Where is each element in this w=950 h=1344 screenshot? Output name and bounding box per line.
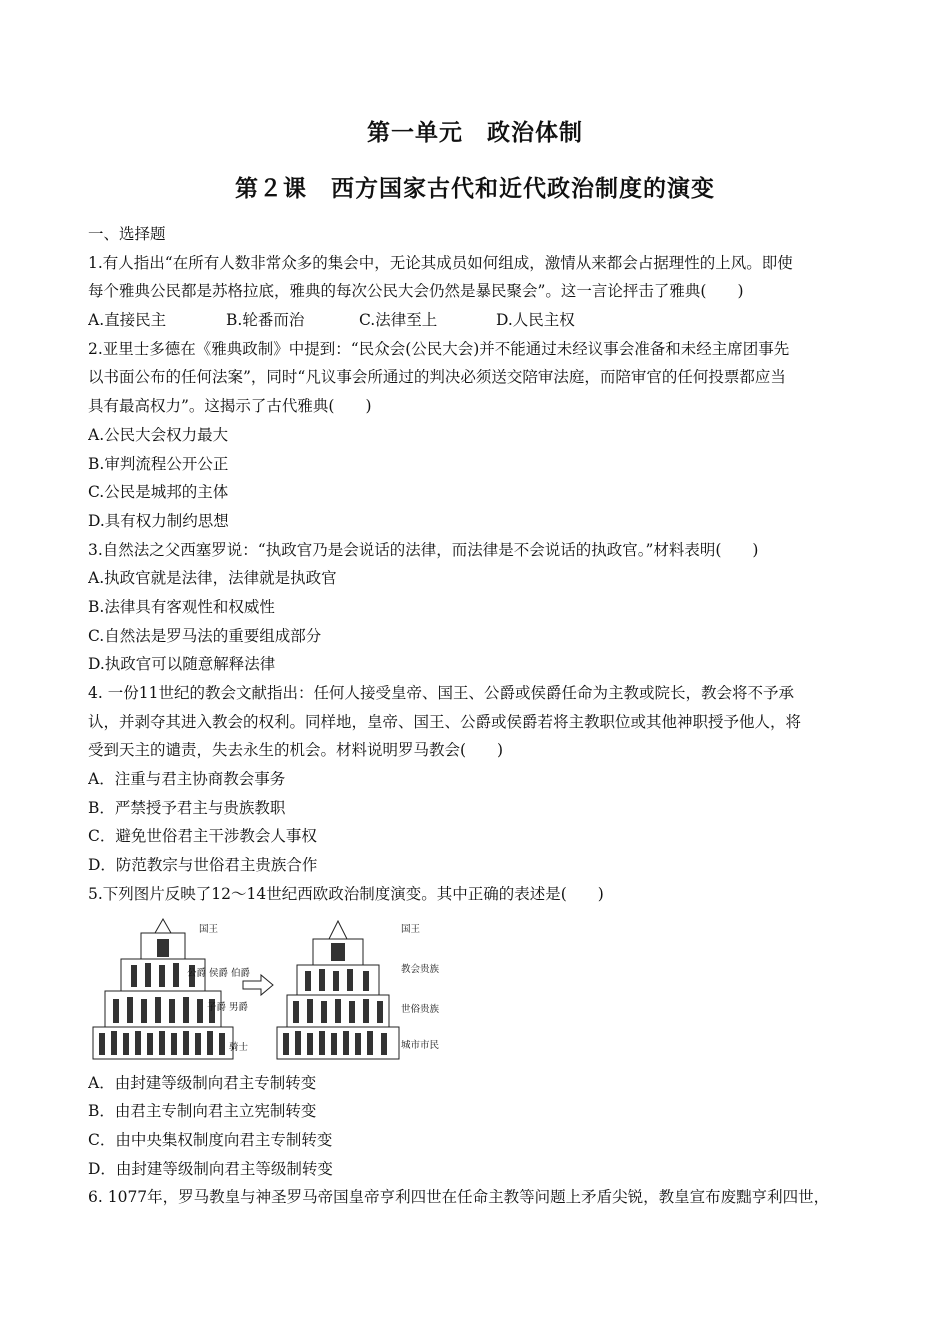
option-d: D．由封建等级制向君主等级制转变: [88, 1159, 333, 1178]
right-label-king: 国王: [401, 923, 421, 935]
question-6: [88, 1183, 878, 1212]
question-list: [88, 220, 878, 1212]
question-5: [88, 880, 878, 1183]
left-label-knights: 骑士: [229, 1041, 249, 1053]
option-b: B．由君主专制向君主立宪制转变: [88, 1102, 317, 1121]
question-2: [88, 335, 878, 536]
option-d: D.执政官可以随意解释法律: [88, 655, 276, 674]
unit-title: 第一单元 政治体制: [367, 120, 583, 146]
option-b: B.审判流程公开公正: [88, 454, 229, 473]
question-stem-line: 受到天主的谴责，失去永生的机会。材料说明罗马教会( ): [88, 741, 504, 760]
option-c: C．由中央集权制度向君主专制转变: [88, 1130, 333, 1149]
left-figures: [99, 939, 225, 1055]
question-1: [88, 249, 878, 335]
hierarchy-figure: [91, 915, 451, 1063]
option-b: B.轮番而治: [226, 311, 305, 330]
option-b: B.法律具有客观性和权威性: [88, 597, 275, 616]
right-figures: [283, 943, 387, 1055]
pyramid-illustration: [91, 915, 451, 1063]
question-stem-line: 具有最高权力”。这揭示了古代雅典( ): [88, 397, 372, 416]
question-stem-line: 以书面公布的任何法案”，同时“凡议事会所通过的判决必须送交陪审法庭，而陪审官的任何投票都应当: [88, 368, 786, 387]
question-stem-line: 5.下列图片反映了12～14世纪西欧政治制度演变。其中正确的表述是( ): [88, 884, 604, 903]
left-label-king: 国王: [199, 923, 219, 935]
question-stem-line: 6. 1077年，罗马教皇与神圣罗马帝国皇帝亨利四世在任命主教等问题上矛盾尖锐，教皇宣布废黜亨利四世，: [88, 1188, 830, 1207]
section-label: 一、选择题: [88, 225, 166, 243]
option-b: B．严禁授予君主与贵族教职: [88, 798, 286, 817]
question-stem-line: 1.有人指出“在所有人数非常众多的集会中，无论其成员如何组成，激情从来都会占据理性的上风。即使: [88, 253, 793, 272]
option-d: D．防范教宗与世俗君主贵族合作: [88, 856, 318, 875]
right-label-nobles: 世俗贵族: [401, 1003, 440, 1015]
left-label-dukes: 公爵 侯爵 伯爵: [187, 967, 251, 979]
question-stem-line: 2.亚里士多德在《雅典政制》中提到：“民众会(公民大会)并不能通过未经议事会准备和未经主席团事先: [88, 339, 790, 358]
option-c: C．避免世俗君主干涉教会人事权: [88, 827, 317, 846]
question-4: [88, 679, 878, 880]
option-a: A．注重与君主协商教会事务: [88, 770, 286, 789]
right-label-clergy: 教会贵族: [401, 963, 440, 975]
option-a: A.执政官就是法律，法律就是执政官: [88, 569, 337, 588]
option-a: A.公民大会权力最大: [88, 425, 229, 444]
option-c: C.自然法是罗马法的重要组成部分: [88, 626, 322, 645]
option-c: C.法律至上: [359, 311, 438, 330]
right-label-burghers: 城市市民: [401, 1039, 440, 1051]
question-stem-line: 每个雅典公民都是苏格拉底，雅典的每次公民大会仍然是暴民聚会”。这一言论抨击了雅典( ): [88, 282, 744, 301]
option-d: D.具有权力制约思想: [88, 511, 229, 530]
option-c: C.公民是城邦的主体: [88, 483, 229, 502]
question-stem-line: 4. 一份11世纪的教会文献指出：任何人接受皇帝、国王、公爵或侯爵任命为主教或院长，教会将不予承: [88, 684, 794, 702]
option-d: D.人民主权: [496, 311, 575, 330]
question-stem-line: 认，并剥夺其进入教会的权利。同样地，皇帝、国王、公爵或侯爵若将主教职位或其他神职授予他人，将: [88, 712, 802, 731]
option-a: A．由封建等级制向君主专制转变: [88, 1073, 317, 1092]
question-stem-line: 3.自然法之父西塞罗说：“执政官乃是会说话的法律，而法律是不会说话的执政官。”材料表明( ): [88, 540, 759, 559]
question-3: [88, 536, 878, 679]
lesson-title: 第２课 西方国家古代和近代政治制度的演变: [235, 176, 715, 202]
option-a: A.直接民主: [88, 311, 167, 330]
left-label-viscounts: 子爵 男爵: [207, 1001, 249, 1013]
option-row: [88, 306, 878, 335]
